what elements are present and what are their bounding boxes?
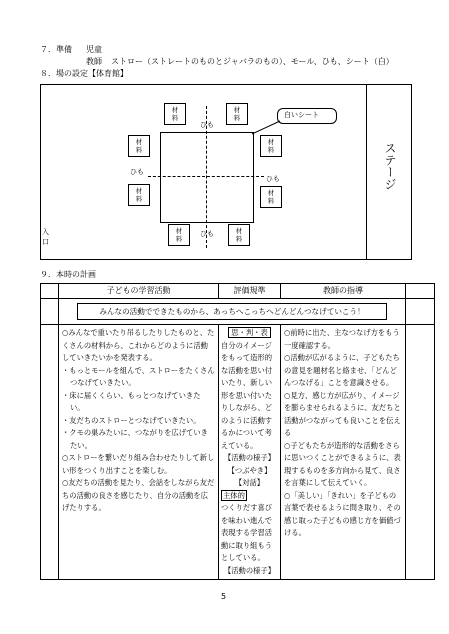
evaluation-cell bbox=[219, 325, 281, 580]
section9-heading: ９．本時の計画 bbox=[40, 270, 96, 279]
white-sheet bbox=[160, 132, 254, 223]
children-label: 児童 bbox=[86, 45, 102, 54]
string-label-left: ひも bbox=[130, 168, 144, 176]
material-box: 材 料 bbox=[226, 103, 248, 125]
header-learning-activity: 子どもの学習活動 bbox=[59, 284, 219, 299]
material-box: 材 料 bbox=[228, 224, 250, 246]
lesson-plan-table bbox=[40, 283, 435, 580]
teacher-label: 教師 bbox=[86, 57, 102, 66]
material-box: 材 料 bbox=[164, 103, 186, 125]
evaluation-method: 【対話】 bbox=[234, 478, 265, 487]
string-label-right: ひも bbox=[266, 175, 280, 183]
string-label-top: ひも bbox=[200, 121, 214, 129]
evaluation-method: 【活動の様子】 bbox=[223, 453, 276, 462]
material-box: 材 料 bbox=[168, 224, 190, 246]
header-guidance: 教師の指導 bbox=[281, 284, 406, 299]
activity-item: ・クモの巣みたいに、つながりを広げていきたい。 bbox=[62, 428, 208, 450]
learning-activity-cell bbox=[59, 325, 219, 580]
teacher-items: ストロー（ストレートのものとジャバラのもの）、モール、ひも、シート（白） bbox=[111, 57, 394, 66]
string-horizontal bbox=[148, 176, 264, 177]
page-number: 5 bbox=[221, 592, 227, 601]
string-label-bottom: ひも bbox=[200, 230, 214, 238]
guidance-item: ○見方、感じ方が広がり、イメージを膨らませられるように、友だちと活動がつながっても良いことを伝える bbox=[284, 390, 401, 437]
section8-heading: ８．場の設定【体育館】 bbox=[40, 69, 128, 78]
activity-item: ○みんなで重いたり吊るしたりしたものと、たくさんの材料から、これからどのように活動していきたいかを発表する。 bbox=[62, 328, 215, 362]
evaluation-method: 【つぶやき】 bbox=[227, 465, 272, 475]
evaluation-text: つくりだす喜びを味わい進んで表現する学習活動に取り組もうとしている。 bbox=[221, 503, 273, 562]
material-box: 材 料 bbox=[128, 184, 150, 206]
activity-item: ・もっとモールを組んで、ストローをたくさんつなげていきたい。 bbox=[62, 365, 215, 387]
activity-item: ○友だちの活動を見たり、会話をしながら友だちの活動の良さを感じたり、自分の活動を広げたりする。 bbox=[62, 478, 215, 512]
entrance-label-2: 口 bbox=[42, 238, 49, 246]
material-box: 材 料 bbox=[260, 186, 282, 208]
activity-item: ・友だちのストローとつなげていきたい。 bbox=[62, 415, 201, 425]
evaluation-tag-thinking: 思・判・表 bbox=[228, 327, 270, 338]
evaluation-method: 【活動の様子】 bbox=[223, 565, 276, 575]
activity-item: ・床に届くくらい、もっとつなげていきたい。 bbox=[62, 390, 201, 412]
lesson-goal: みんなの活動でできたものから、あっちへこっちへどんどんつなげていこう！ bbox=[77, 303, 387, 320]
guidance-item: ○子どもたちが造形的な活動をさらに思いつくことができるように、表現するものを多方向から見て、良さを言葉にして伝えていく。 bbox=[284, 440, 401, 487]
guidance-cell bbox=[281, 325, 406, 580]
entrance-label-1: 入 bbox=[42, 228, 49, 236]
header-evaluation: 評価規準 bbox=[219, 284, 281, 299]
material-box: 材 料 bbox=[128, 135, 150, 157]
evaluation-tag-proactive: 主体的 bbox=[223, 490, 245, 500]
material-box: 材 料 bbox=[260, 135, 282, 157]
evaluation-text: 自分のイメージをもって造形的な活動を思い付いたり、新しい形を思い付いたりしながら、どのように活動するかについて考えている。 bbox=[221, 340, 273, 450]
activity-item: ○ストローを繋いだり組み合わせたりして新しい形をつくり出すことを楽しむ。 bbox=[62, 453, 215, 475]
guidance-item: ○前時に出た、主なつなげ方をもう一度確認する。 bbox=[284, 328, 400, 350]
guidance-item: ○「美しい」「きれい」を子どもの言葉で表せるように問き取り、その感じ取った子どもの感じ方を価値づける。 bbox=[284, 490, 401, 537]
stage-label: ステージ bbox=[383, 142, 397, 190]
guidance-item: ○活動が広がるように、子どもたちの意見を題材名と絡ませ、「どんどんつなげる」ことを意識させる。 bbox=[284, 353, 400, 387]
white-sheet-label: 白いシート bbox=[284, 111, 319, 119]
section7-heading: ７．準備 bbox=[40, 45, 72, 54]
